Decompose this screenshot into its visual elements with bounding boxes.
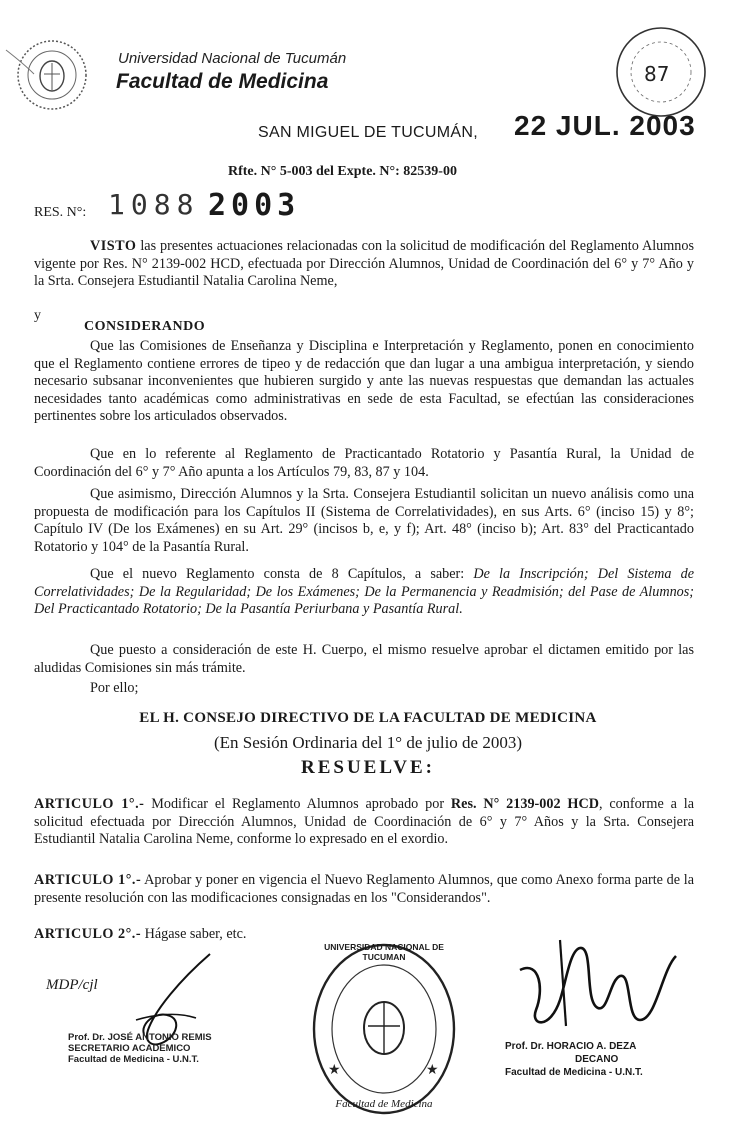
- university-name: Universidad Nacional de Tucumán: [118, 50, 347, 67]
- faculty-name: Facultad de Medicina: [116, 70, 329, 93]
- file-reference: Rfte. N° 5-003 del Expte. N°: 82539-00: [228, 164, 457, 179]
- article-2-text: Aprobar y poner en vigencia el Nuevo Reglamento Alumnos, que como Anexo forma parte de la presente resolución con las modificaciones consignadas en los "Considerandos".: [34, 872, 694, 906]
- resuelve-heading: RESUELVE:: [300, 757, 435, 778]
- left-signatory-faculty: Facultad de Medicina - U.N.T.: [68, 1054, 199, 1065]
- chapters-intro: Que el nuevo Reglamento consta de 8 Capítulos, a saber:: [90, 566, 465, 582]
- article-1-reference: Res. N° 2139-002 HCD: [450, 796, 599, 812]
- left-signature-icon: [60, 950, 260, 1090]
- article-1: [34, 796, 694, 849]
- left-signatory-block: [68, 1032, 212, 1065]
- considerando-paragraph-5: Que puesto a consideración de este H. Cuerpo, el mismo resuelve aprobar el dictamen emitido por las aludidas Comisiones sin más trámite.: [34, 642, 694, 676]
- article-1-lead: ARTICULO 1°.-: [34, 796, 145, 812]
- por-ello: Por ello;: [90, 680, 139, 696]
- chapters-list: De la Inscripción; Del Sistema de Correlatividades; De la Regularidad; De los Exámenes; De la Permanencia y Readmisión; del Pase de Alumnos; Del Practicantado Rotatorio; De la Pasantía Periurbana y Pasantía Rural.: [34, 566, 694, 618]
- right-signature-icon: [500, 930, 710, 1040]
- stamp-number: 87: [644, 62, 670, 86]
- considerando-paragraph-3: Que asimismo, Dirección Alumnos y la Srta. Consejera Estudiantil solicitan un nuevo análisis como una propuesta de modificación para los Capítulos II (Sistema de Correlatividades), en sus Arts. 6° (inciso 15) y 8°; Capítulo IV (De los Exámenes) en su Art. 29° (incisos b, e, y f); Art. 48° (inciso b); Art. 83° del Practicantado Rotatorio y 104° de la Pasantía Rural.: [34, 486, 694, 555]
- article-2-lead: ARTICULO 1°.-: [34, 872, 142, 888]
- university-seal-logo: [4, 30, 100, 120]
- initials: MDP/cjl: [46, 977, 98, 993]
- right-signatory-faculty: Facultad de Medicina - U.N.T.: [505, 1067, 643, 1078]
- seal-star-icon: ★: [426, 1062, 439, 1078]
- article-3-lead: ARTICULO 2°.-: [34, 926, 142, 942]
- article-2: [34, 872, 694, 907]
- visto-paragraph: [34, 238, 694, 291]
- considerando-heading: CONSIDERANDO: [84, 319, 206, 334]
- date-stamp: 22 JUL. 2003: [514, 110, 696, 141]
- seal-star-icon: ★: [328, 1062, 341, 1078]
- left-signatory-title: SECRETARIO ACADEMICO: [68, 1043, 191, 1054]
- session-line: (En Sesión Ordinaria del 1° de julio de 2003): [213, 733, 522, 752]
- right-signatory-name: Prof. Dr. HORACIO A. DEZA: [505, 1041, 637, 1052]
- article-1-text-after: , conforme a la solicitud efectuada por Dirección Alumnos, Unidad de Coordinación de 6° y 7° Años y la Srta. Consejera Estudiantil Natalia Carolina Neme, conforme lo expresado en el exordio.: [34, 796, 695, 848]
- official-seal: [308, 938, 460, 1120]
- conjunction-y: y: [34, 308, 41, 323]
- article-1-text-before: Modificar el Reglamento Alumnos aprobado por: [151, 796, 445, 812]
- visto-text: las presentes actuaciones relacionadas con la solicitud de modificación del Reglamento Alumnos vigente por Res. N° 2139-002 HCD, efectuada por Dirección Alumnos, Unidad de Coordinación del 6° y 7° Año y la Srta. Consejera Estudiantil Natalia Carolina Neme,: [34, 238, 695, 290]
- right-signatory-block: [505, 1040, 643, 1079]
- seal-text-top: UNIVERSIDAD NACIONAL DE TUCUMAN: [324, 942, 444, 962]
- considerando-paragraph-1: Que las Comisiones de Enseñanza y Disciplina e Interpretación y Reglamento, ponen en conocimiento que el Reglamento contiene errores de tipeo y de redacción que dan lugar a una ambigua interpretación, y siendo necesario subsanar inconvenientes que hubieren surgido y ante las nuevas respuestas que demandan las actuales necesidades tanto académicas como administrativas en sede de esta Facultad, se efectúan las consideraciones pertinentes sobre los articulados observados.: [34, 338, 694, 425]
- council-heading: EL H. CONSEJO DIRECTIVO DE LA FACULTAD DE MEDICINA: [139, 710, 597, 726]
- resolution-label: RES. N°:: [34, 205, 87, 220]
- left-signatory-name: Prof. Dr. JOSÉ ANTONIO REMIS: [68, 1032, 212, 1043]
- place: SAN MIGUEL DE TUCUMÁN,: [258, 124, 478, 141]
- resolution-year: 2003: [208, 188, 301, 223]
- article-3-text: Hágase saber, etc.: [144, 926, 247, 942]
- visto-lead: VISTO: [90, 238, 137, 254]
- seal-ring-icon: [308, 938, 460, 1120]
- considerando-paragraph-4: [34, 566, 694, 619]
- considerando-paragraph-2: Que en lo referente al Reglamento de Practicantado Rotatorio y Pasantía Rural, la Unidad de Coordinación del 6° y 7° Año apunta a los Artículos 79, 83, 87 y 104.: [34, 446, 694, 480]
- resolution-number: 1088: [108, 188, 200, 221]
- right-signatory-title: DECANO: [575, 1054, 619, 1065]
- seal-text-bottom: Facultad de Medicina: [335, 1098, 433, 1110]
